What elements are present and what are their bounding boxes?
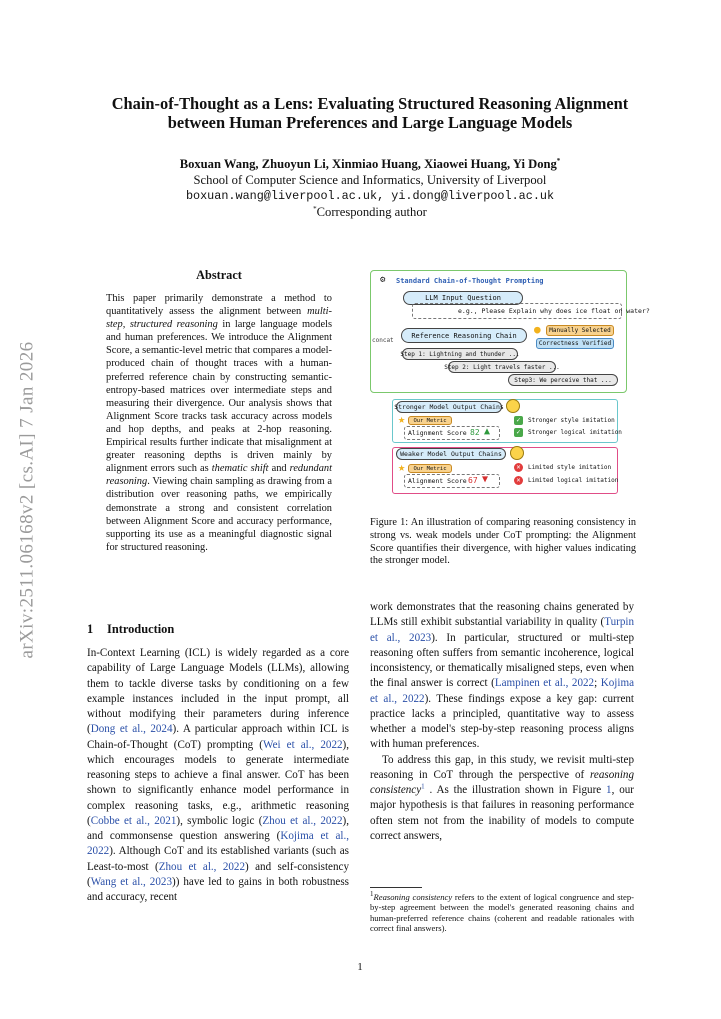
- strong-score: 82: [470, 428, 480, 437]
- arxiv-id-text: arXiv:2511.06168v2 [cs.AI] 7 Jan 2026: [16, 341, 37, 659]
- citation-link[interactable]: Kojima et al., 2022: [87, 830, 349, 858]
- left-column-text: [87, 646, 349, 905]
- citation-link[interactable]: Zhou et al., 2022: [158, 860, 246, 873]
- lc-text-e: ), and commonsense question answering (: [87, 814, 349, 842]
- citation-link[interactable]: Zhou et al., 2022: [262, 814, 343, 827]
- footnote-text: refers to the extent of logical congruence and step-by-step agreement between the model's generated reasoning chains and human-preferred reference chains (coherent and readable rationales with correct final answers).: [370, 892, 634, 934]
- sad-face-icon: [510, 446, 524, 460]
- check-icon: ✓: [514, 428, 523, 437]
- author-list: [70, 156, 670, 172]
- citation-link[interactable]: Wang et al., 2023: [90, 875, 172, 888]
- input-question-label: LLM Input Question: [425, 294, 501, 302]
- author-block: [70, 156, 670, 220]
- cross-icon: ✕: [514, 463, 523, 472]
- our-metric-label: Our Metric: [413, 465, 447, 472]
- section-heading-introduction: [87, 622, 174, 637]
- step-2-pill: [444, 361, 560, 373]
- manually-selected-label: Manually Selected: [549, 327, 611, 334]
- lc-text-h: )) have led to gains in both robustness and accuracy, recent: [87, 875, 349, 903]
- weak-score: 67: [468, 476, 478, 485]
- lc-text-d: ), symbolic logic (: [176, 814, 263, 827]
- weak-logic-text: Limited logical imitation: [528, 477, 619, 484]
- our-metric-badge: [408, 416, 452, 425]
- weak-style-text: Limited style imitation: [528, 464, 612, 471]
- step-1-pill: [402, 348, 518, 360]
- citation-link[interactable]: Lampinen et al., 2022: [494, 677, 595, 690]
- abstract-text-3: . Viewing chain sampling as drawing from a distribution over reasoning paths, we empirically demonstrate a strong and consistent correlation between Alignment Score and accuracy performance, supporting its use as a meaningful diagnostic signal for structured reasoning.: [106, 476, 332, 553]
- footnote-rule: [370, 887, 422, 888]
- step-2-text: Step 2: Light travels faster ...: [444, 363, 560, 371]
- footnote: [370, 892, 634, 934]
- star-icon: ★: [398, 412, 406, 426]
- stronger-title-pill: [396, 401, 502, 413]
- title-line-2: between Human Preferences and Large Language Models: [167, 113, 573, 132]
- lc-text-b: ). A particular approach within ICL is Chain-of-Thought (CoT) prompting (: [87, 723, 349, 751]
- citation-link[interactable]: Turpin et al., 2023: [370, 616, 634, 644]
- corresponding-text: Corresponding author: [316, 205, 427, 219]
- check-icon: ✓: [514, 416, 523, 425]
- citation-link[interactable]: Wei et al., 2022: [262, 738, 343, 751]
- arrow-up-icon: ▲: [484, 426, 491, 437]
- reference-chain-pill: [401, 328, 527, 343]
- lc-text-f: ). Although CoT and its established variants (such as Least-to-most (: [87, 845, 349, 873]
- author-mark: *: [556, 156, 561, 165]
- abstract-and: and: [268, 463, 290, 475]
- abstract-heading: Abstract: [196, 268, 242, 282]
- figure-caption: Figure 1: An illustration of comparing reasoning consistency in strong vs. weak models under CoT prompting: the Alignment Score quantifies their divergence, with higher values indicating the stronger model.: [370, 517, 636, 567]
- abstract-body: [106, 292, 332, 554]
- lc-text-c: ), which encourages models to generate intermediate reasoning steps to achieve a final answer. CoT has been shown to significantly enhance model performance in complex reasoning tasks, e.g., arithmetic reasoning (: [87, 738, 350, 827]
- arxiv-identifier: [8, 290, 46, 710]
- emails: boxuan.wang@liverpool.ac.uk, yi.dong@liverpool.ac.uk: [185, 189, 555, 203]
- abstract-em-1: multi-step, structured reasoning: [106, 306, 332, 331]
- score-label: Alignment Score: [408, 477, 467, 485]
- cross-icon: ✕: [514, 476, 523, 485]
- rc-text-a: work demonstrates that the reasoning chains generated by LLMs still exhibit substantial variability in quality (: [370, 601, 634, 629]
- rc-text-b: ). In particular, structured or multi-step reasoning often suffers from semantic incoherence, logical inconsistency, or thematically misaligned steps, even when the final answer is correct (: [370, 631, 634, 690]
- weaker-title: Weaker Model Output Chains: [400, 450, 502, 458]
- lc-text-a: In-Context Learning (ICL) is widely regarded as a core capability of Large Language Models (LLMs), allowing them to tackle diverse tasks by conditioning on a few example instances included in the input prompt, all without modifying their parameters during inference (: [87, 647, 349, 736]
- corresponding-mark: *: [313, 204, 317, 213]
- manually-selected-badge: [546, 325, 614, 336]
- citation-link[interactable]: Kojima et al., 2022: [370, 677, 634, 705]
- our-metric-label: Our Metric: [413, 417, 447, 424]
- reference-chain-label: Reference Reasoning Chain: [411, 331, 517, 340]
- rc-text-p2a: To address this gap, in this study, we revisit multi-step reasoning in CoT through the perspective of: [370, 753, 634, 781]
- rc-text-c: ). These findings expose a key gap: current practice lacks a principled, quantitative way to assess whether a model's step-by-step reasoning process aligns with human preferences.: [370, 692, 634, 751]
- title-line-1: Chain-of-Thought as a Lens: Evaluating Structured Reasoning Alignment: [111, 94, 629, 113]
- weaker-title-pill: [396, 448, 506, 460]
- arrow-down-icon: ▼: [482, 474, 489, 485]
- citation-link[interactable]: Cobbe et al., 2021: [90, 814, 177, 827]
- stronger-title: Stronger Model Output Chains: [394, 403, 504, 411]
- star-icon: ★: [398, 460, 406, 474]
- strong-logic-text: Stronger logical imitation: [528, 429, 622, 436]
- step-3-pill: [508, 374, 618, 386]
- correctness-label: Correctness Verified: [538, 340, 612, 347]
- citation-link[interactable]: Dong et al., 2024: [90, 723, 173, 736]
- footnote-mark: 1: [370, 890, 374, 899]
- our-metric-badge: [408, 464, 452, 473]
- figure-header: Standard Chain-of-Thought Prompting: [396, 277, 544, 285]
- strong-style-text: Stronger style imitation: [528, 417, 615, 424]
- lightbulb-icon: ●: [534, 323, 541, 336]
- corresponding-note: [70, 204, 670, 220]
- footnote-term: Reasoning consistency: [373, 892, 453, 902]
- rc-text-p2c: , our major hypothesis is that failures in reasoning performance often stem not from the inability of models to compute correct answers,: [370, 784, 634, 842]
- figure-1: [368, 270, 650, 502]
- section-title: Introduction: [107, 622, 175, 636]
- happy-face-icon: [506, 399, 520, 413]
- abstract-em-3: redundant reasoning: [106, 463, 332, 488]
- page-number: 1: [357, 961, 363, 973]
- step-3-text: Step3: We perceive that ...: [514, 376, 612, 384]
- score-label: Alignment Score: [408, 429, 467, 437]
- abstract-text-2: in large language models and human preferences. We introduce the Alignment Score, a semantic-level metric that compares a model-produced chain of thought traces with a human-preferred reference chain by constructing semantic-entropy-based matrices over intermediate steps and measuring their divergence. Our analysis shows that Alignment Score tracks task accuracy across models and hop depths, and peaks at 2-hop reasoning. Empirical results further indicate that misalignment at greater reasoning depths is driven mainly by alignment errors such as: [106, 319, 332, 475]
- footnote-ref[interactable]: 1: [421, 782, 425, 791]
- citation-separator: ;: [594, 677, 601, 690]
- figure-ref-link[interactable]: 1: [606, 784, 612, 796]
- right-column-text: [370, 600, 634, 844]
- correctness-badge: [536, 338, 614, 349]
- author-names: Boxuan Wang, Zhuoyun Li, Xinmiao Huang, Xiaowei Huang, Yi Dong: [179, 157, 557, 171]
- affiliation: School of Computer Science and Informatics, University of Liverpool: [193, 173, 547, 187]
- section-number: 1: [87, 622, 94, 636]
- robot-icon: ⚙: [380, 275, 386, 285]
- lc-text-g: ) and self-consistency (: [87, 860, 349, 888]
- concat-label: concat: [372, 337, 394, 344]
- input-example: e.g., Please Explain why does ice float on water?: [458, 307, 650, 315]
- paper-title: [70, 94, 670, 132]
- rc-em: reasoning consistency: [370, 768, 634, 796]
- step-1-text: Step 1: Lightning and thunder ...: [400, 350, 520, 358]
- rc-text-p2b: . As the illustration shown in Figure: [424, 784, 607, 796]
- abstract-text-1: This paper primarily demonstrate a method to quantitatively assess the alignment between: [106, 293, 332, 318]
- abstract-em-2: thematic shift: [211, 463, 269, 475]
